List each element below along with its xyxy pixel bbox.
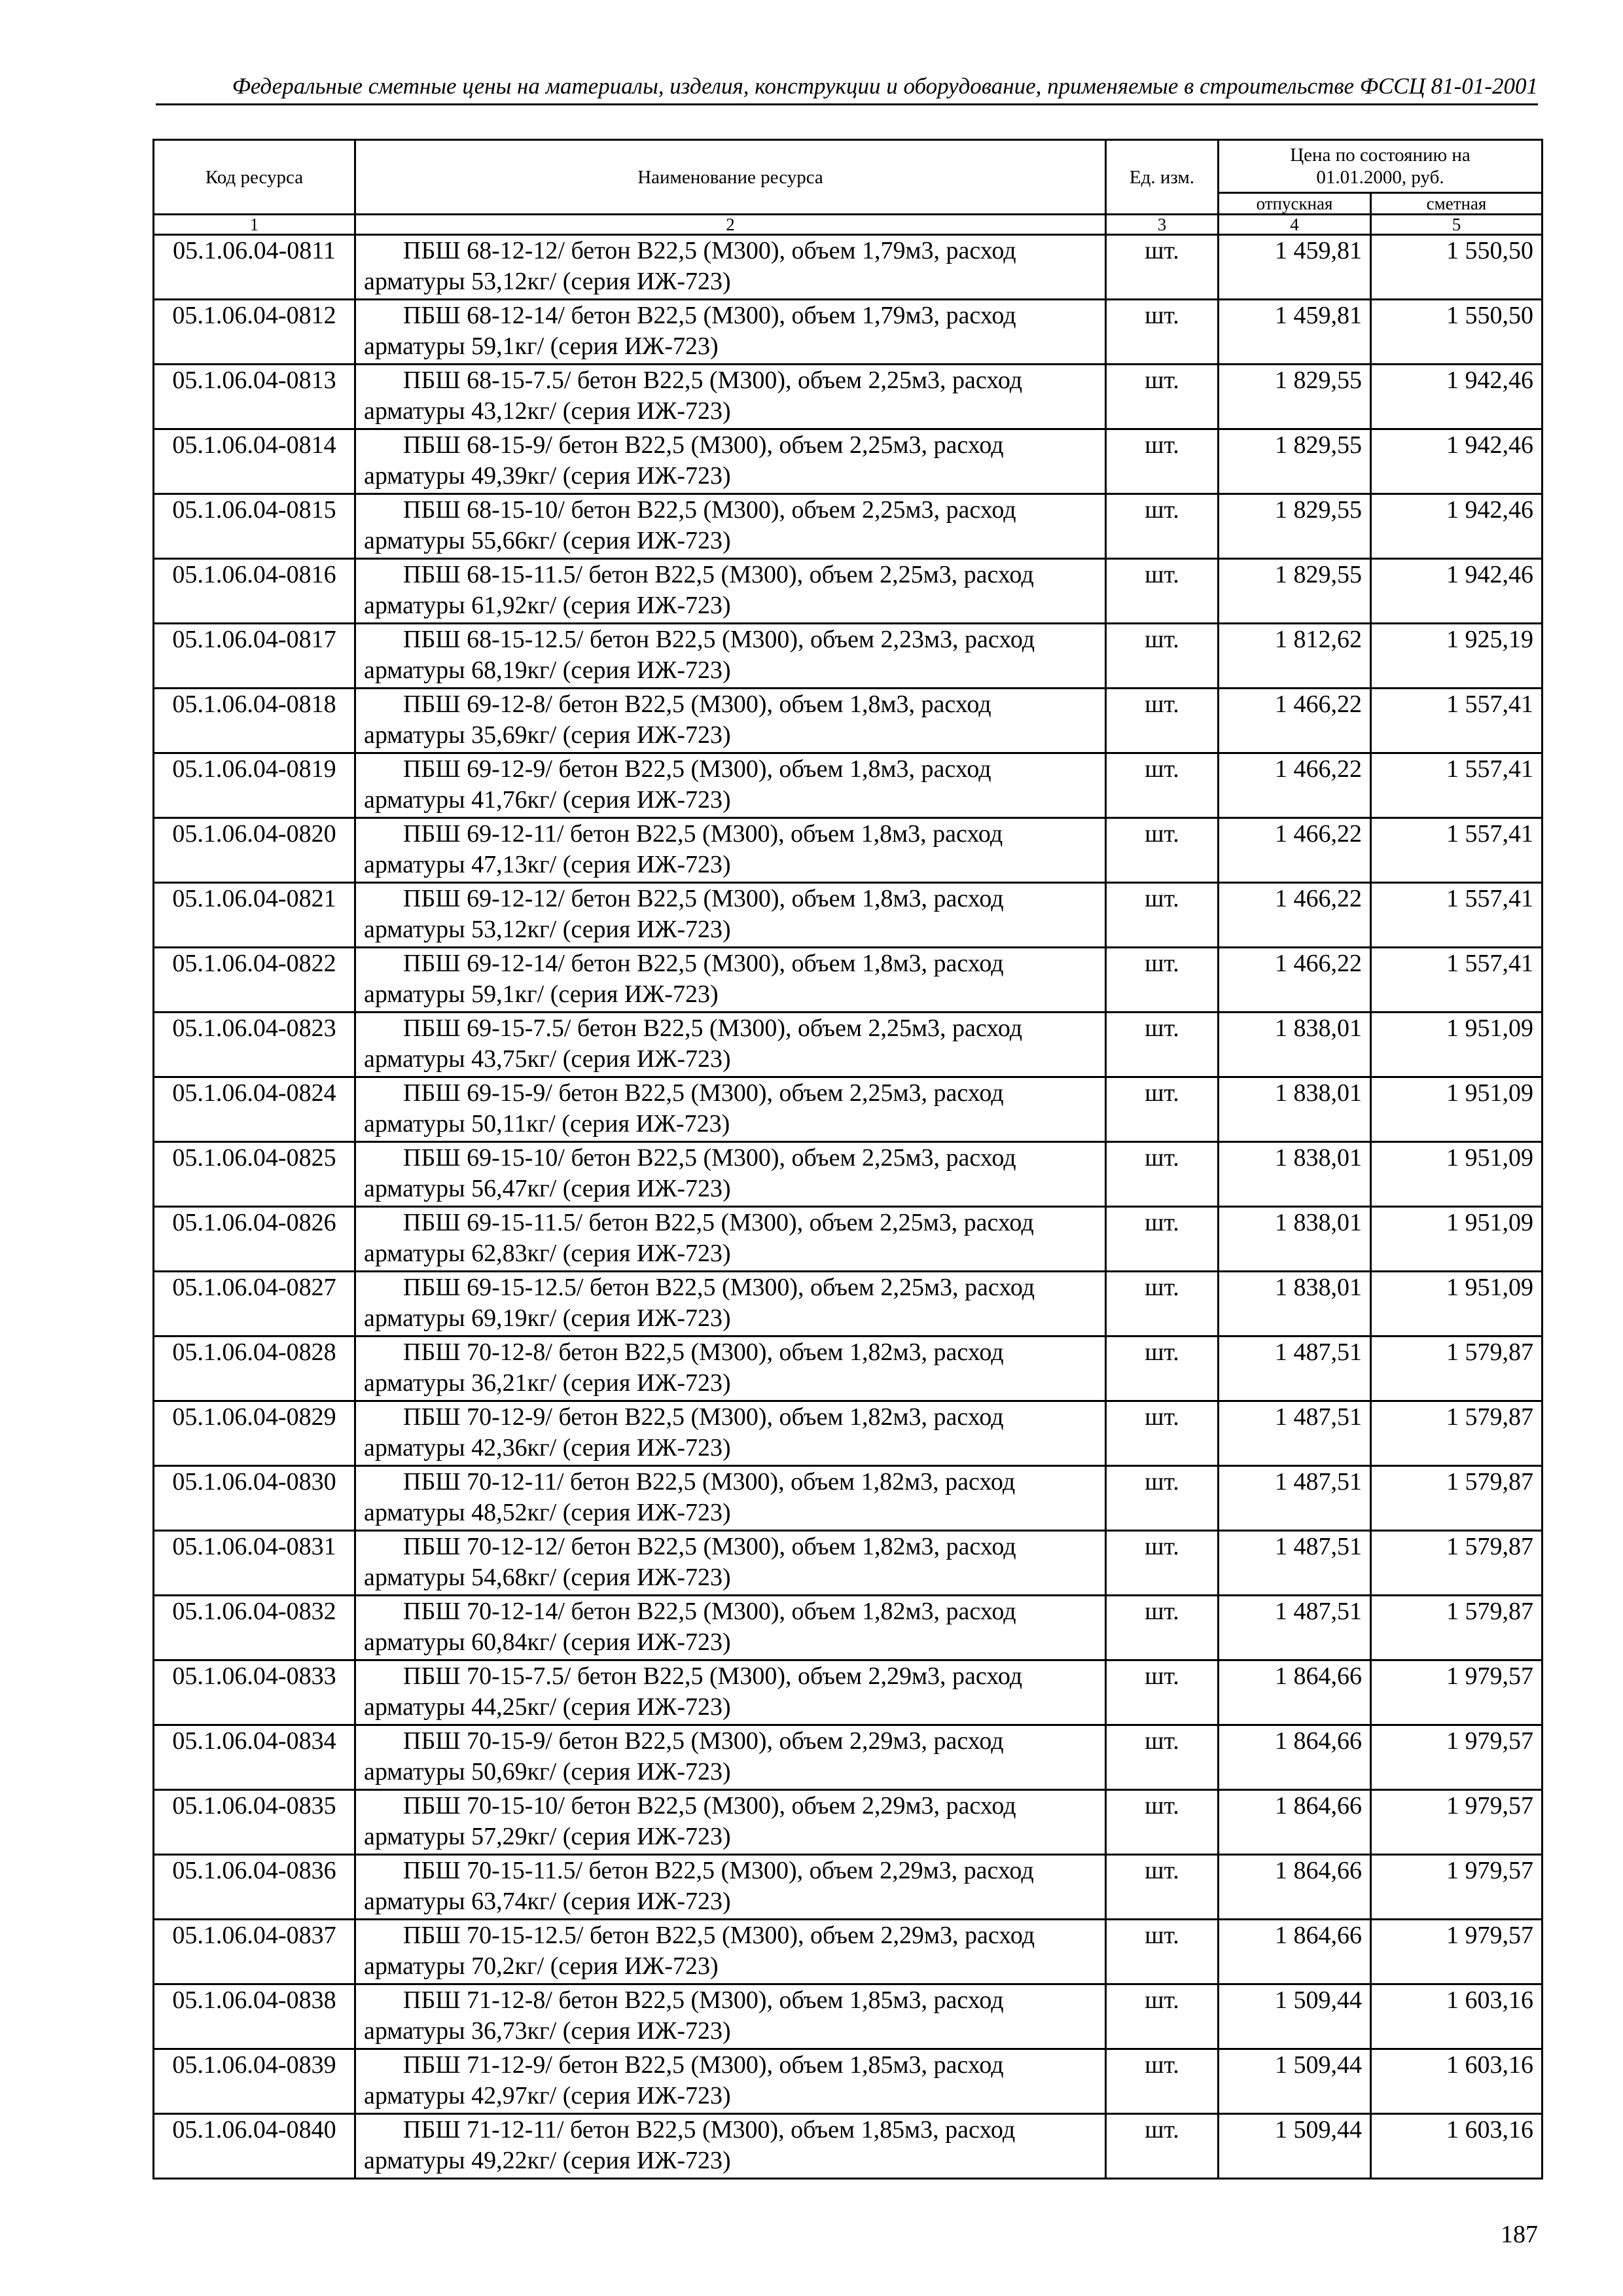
resource-code: 05.1.06.04-0816 (154, 559, 355, 624)
header-code: Код ресурса (154, 140, 355, 215)
resource-name-line1: ПБШ 69-15-12.5/ бетон В22,5 (М300), объем 2,25м3, расход (403, 1274, 1035, 1301)
estimate-price: 1 951,09 (1371, 1077, 1543, 1142)
resource-name (355, 689, 1106, 753)
estimate-price: 1 942,46 (1371, 429, 1543, 494)
resource-code: 05.1.06.04-0838 (154, 1984, 355, 2049)
unit-of-measure: шт. (1106, 2049, 1219, 2114)
resource-code: 05.1.06.04-0830 (154, 1466, 355, 1531)
resource-code: 05.1.06.04-0817 (154, 624, 355, 689)
resource-name-line1: ПБШ 70-15-7.5/ бетон В22,5 (М300), объем 2,29м3, расход (403, 1662, 1023, 1690)
unit-of-measure: шт. (1106, 1207, 1219, 1272)
unit-of-measure: шт. (1106, 1336, 1219, 1401)
resource-name-line2: арматуры 48,52кг/ (серия ИЖ-723) (364, 1499, 731, 1526)
resource-code: 05.1.06.04-0829 (154, 1401, 355, 1466)
table-row (154, 429, 1543, 494)
release-price: 1 864,66 (1219, 1725, 1371, 1790)
unit-of-measure: шт. (1106, 1401, 1219, 1466)
table-row (154, 1790, 1543, 1855)
resource-name (355, 1013, 1106, 1077)
resource-name-line1: ПБШ 70-12-12/ бетон В22,5 (М300), объем 1,82м3, расход (403, 1533, 1016, 1560)
table-row (154, 1725, 1543, 1790)
estimate-price: 1 550,50 (1371, 235, 1543, 300)
table-row (154, 883, 1543, 948)
release-price: 1 864,66 (1219, 1660, 1371, 1725)
release-price: 1 459,81 (1219, 235, 1371, 300)
resource-name-line1: ПБШ 71-12-11/ бетон В22,5 (М300), объем 1,85м3, расход (403, 2116, 1016, 2144)
resource-code: 05.1.06.04-0813 (154, 365, 355, 429)
resource-code: 05.1.06.04-0839 (154, 2049, 355, 2114)
resource-name-line2: арматуры 69,19кг/ (серия ИЖ-723) (364, 1304, 731, 1332)
table-row (154, 1660, 1543, 1725)
estimate-price: 1 579,87 (1371, 1466, 1543, 1531)
resource-name-line2: арматуры 54,68кг/ (серия ИЖ-723) (364, 1564, 731, 1591)
resource-code: 05.1.06.04-0811 (154, 235, 355, 300)
estimate-price: 1 979,57 (1371, 1660, 1543, 1725)
resource-code: 05.1.06.04-0836 (154, 1855, 355, 1920)
estimate-price: 1 579,87 (1371, 1596, 1543, 1660)
column-number: 1 (154, 215, 355, 235)
resource-name (355, 235, 1106, 300)
resource-name (355, 948, 1106, 1013)
table-row (154, 1596, 1543, 1660)
estimate-price: 1 942,46 (1371, 559, 1543, 624)
resource-code: 05.1.06.04-0812 (154, 300, 355, 365)
unit-of-measure: шт. (1106, 1855, 1219, 1920)
resource-code: 05.1.06.04-0820 (154, 818, 355, 883)
resource-code: 05.1.06.04-0822 (154, 948, 355, 1013)
resource-name-line1: ПБШ 69-15-11.5/ бетон В22,5 (М300), объем 2,25м3, расход (403, 1209, 1034, 1236)
header-release-price: отпускная (1219, 193, 1371, 215)
estimate-price: 1 579,87 (1371, 1531, 1543, 1596)
estimate-price: 1 557,41 (1371, 948, 1543, 1013)
release-price: 1 829,55 (1219, 559, 1371, 624)
resource-name (355, 429, 1106, 494)
resource-name-line2: арматуры 44,25кг/ (серия ИЖ-723) (364, 1693, 731, 1721)
estimate-price: 1 557,41 (1371, 818, 1543, 883)
resource-name (355, 1920, 1106, 1984)
release-price: 1 829,55 (1219, 494, 1371, 559)
table-row (154, 2114, 1543, 2179)
resource-name-line1: ПБШ 70-15-12.5/ бетон В22,5 (М300), объем 2,29м3, расход (403, 1922, 1035, 1949)
unit-of-measure: шт. (1106, 2114, 1219, 2179)
unit-of-measure: шт. (1106, 753, 1219, 818)
release-price: 1 466,22 (1219, 753, 1371, 818)
resource-name (355, 1336, 1106, 1401)
table-row (154, 1855, 1543, 1920)
estimate-price: 1 979,57 (1371, 1920, 1543, 1984)
table-row (154, 559, 1543, 624)
header-name: Наименование ресурса (355, 140, 1106, 215)
release-price: 1 509,44 (1219, 2114, 1371, 2179)
resource-name-line1: ПБШ 71-12-8/ бетон В22,5 (М300), объем 1,85м3, расход (403, 1986, 1004, 2014)
resource-name (355, 818, 1106, 883)
resource-name-line2: арматуры 56,47кг/ (серия ИЖ-723) (364, 1175, 731, 1202)
resource-name (355, 1725, 1106, 1790)
table-row (154, 494, 1543, 559)
unit-of-measure: шт. (1106, 235, 1219, 300)
resource-name-line1: ПБШ 69-12-11/ бетон В22,5 (М300), объем 1,8м3, расход (403, 820, 1003, 848)
resource-name-line1: ПБШ 68-12-12/ бетон В22,5 (М300), объем 1,79м3, расход (403, 237, 1016, 264)
resource-name (355, 1207, 1106, 1272)
resource-name-line1: ПБШ 71-12-9/ бетон В22,5 (М300), объем 1,85м3, расход (403, 2051, 1004, 2079)
table-row (154, 689, 1543, 753)
resource-name-line2: арматуры 36,73кг/ (серия ИЖ-723) (364, 2017, 731, 2045)
release-price: 1 466,22 (1219, 689, 1371, 753)
resource-code: 05.1.06.04-0833 (154, 1660, 355, 1725)
resource-name-line1: ПБШ 70-12-11/ бетон В22,5 (М300), объем 1,82м3, расход (403, 1468, 1016, 1496)
unit-of-measure: шт. (1106, 1920, 1219, 1984)
release-price: 1 466,22 (1219, 883, 1371, 948)
header-unit: Ед. изм. (1106, 140, 1219, 215)
resource-name-line1: ПБШ 69-12-14/ бетон В22,5 (М300), объем 1,8м3, расход (403, 950, 1004, 977)
resource-name (355, 1272, 1106, 1336)
resource-name-line1: ПБШ 70-15-9/ бетон В22,5 (М300), объем 2,29м3, расход (403, 1727, 1004, 1755)
unit-of-measure: шт. (1106, 494, 1219, 559)
resource-code: 05.1.06.04-0827 (154, 1272, 355, 1336)
resource-name-line1: ПБШ 69-15-7.5/ бетон В22,5 (М300), объем 2,25м3, расход (403, 1014, 1023, 1042)
release-price: 1 812,62 (1219, 624, 1371, 689)
table-row (154, 2049, 1543, 2114)
unit-of-measure: шт. (1106, 1466, 1219, 1531)
table-row (154, 1466, 1543, 1531)
resource-name-line1: ПБШ 68-15-12.5/ бетон В22,5 (М300), объем 2,23м3, расход (403, 626, 1035, 653)
resource-code: 05.1.06.04-0832 (154, 1596, 355, 1660)
resource-name-line1: ПБШ 68-15-10/ бетон В22,5 (М300), объем 2,25м3, расход (403, 496, 1016, 524)
resource-name (355, 1077, 1106, 1142)
resource-name-line2: арматуры 62,83кг/ (серия ИЖ-723) (364, 1240, 731, 1267)
resource-name (355, 1142, 1106, 1207)
estimate-price: 1 557,41 (1371, 883, 1543, 948)
resource-name (355, 1855, 1106, 1920)
resource-name (355, 559, 1106, 624)
resource-name (355, 1596, 1106, 1660)
estimate-price: 1 942,46 (1371, 494, 1543, 559)
resource-name (355, 624, 1106, 689)
header-rule (156, 103, 1538, 105)
resource-name-line2: арматуры 42,36кг/ (серия ИЖ-723) (364, 1434, 731, 1462)
resource-name-line2: арматуры 49,22кг/ (серия ИЖ-723) (364, 2147, 731, 2174)
resource-name (355, 753, 1106, 818)
unit-of-measure: шт. (1106, 1272, 1219, 1336)
resource-code: 05.1.06.04-0835 (154, 1790, 355, 1855)
resource-name-line2: арматуры 49,39кг/ (серия ИЖ-723) (364, 462, 731, 490)
resource-name (355, 365, 1106, 429)
unit-of-measure: шт. (1106, 1142, 1219, 1207)
resource-name-line2: арматуры 60,84кг/ (серия ИЖ-723) (364, 1628, 731, 1656)
resource-name-line2: арматуры 59,1кг/ (серия ИЖ-723) (364, 980, 719, 1008)
release-price: 1 466,22 (1219, 818, 1371, 883)
resource-name-line2: арматуры 61,92кг/ (серия ИЖ-723) (364, 592, 731, 619)
column-number: 3 (1106, 215, 1219, 235)
resource-code: 05.1.06.04-0840 (154, 2114, 355, 2179)
estimate-price: 1 925,19 (1371, 624, 1543, 689)
table-row (154, 300, 1543, 365)
resource-code: 05.1.06.04-0824 (154, 1077, 355, 1142)
table-row (154, 1920, 1543, 1984)
estimate-price: 1 603,16 (1371, 2114, 1543, 2179)
estimate-price: 1 979,57 (1371, 1790, 1543, 1855)
unit-of-measure: шт. (1106, 883, 1219, 948)
resource-name-line1: ПБШ 68-15-9/ бетон В22,5 (М300), объем 2,25м3, расход (403, 431, 1004, 459)
resource-name-line1: ПБШ 70-12-14/ бетон В22,5 (М300), объем 1,82м3, расход (403, 1598, 1016, 1625)
page-header-title: Федеральные сметные цены на материалы, изделия, конструкции и оборудование, применяемые в строительстве ФССЦ 81-01-2001 (232, 73, 1538, 99)
resource-name-line1: ПБШ 68-15-11.5/ бетон В22,5 (М300), объем 2,25м3, расход (403, 561, 1034, 588)
release-price: 1 838,01 (1219, 1207, 1371, 1272)
release-price: 1 509,44 (1219, 2049, 1371, 2114)
table-row (154, 235, 1543, 300)
resource-code: 05.1.06.04-0837 (154, 1920, 355, 1984)
resource-code: 05.1.06.04-0815 (154, 494, 355, 559)
column-number: 5 (1371, 215, 1543, 235)
table-row (154, 1336, 1543, 1401)
estimate-price: 1 557,41 (1371, 689, 1543, 753)
table-row (154, 1401, 1543, 1466)
resource-name-line2: арматуры 53,12кг/ (серия ИЖ-723) (364, 268, 731, 295)
release-price: 1 838,01 (1219, 1013, 1371, 1077)
resource-name-line2: арматуры 43,12кг/ (серия ИЖ-723) (364, 397, 731, 425)
unit-of-measure: шт. (1106, 1660, 1219, 1725)
resource-code: 05.1.06.04-0819 (154, 753, 355, 818)
estimate-price: 1 550,50 (1371, 300, 1543, 365)
resource-name-line1: ПБШ 68-12-14/ бетон В22,5 (М300), объем 1,79м3, расход (403, 302, 1016, 329)
resource-code: 05.1.06.04-0826 (154, 1207, 355, 1272)
resource-name-line2: арматуры 36,21кг/ (серия ИЖ-723) (364, 1369, 731, 1397)
release-price: 1 838,01 (1219, 1272, 1371, 1336)
table-row (154, 1142, 1543, 1207)
resource-name (355, 1401, 1106, 1466)
table-row (154, 818, 1543, 883)
unit-of-measure: шт. (1106, 300, 1219, 365)
header-estimate-price: сметная (1371, 193, 1543, 215)
resource-name (355, 2049, 1106, 2114)
resource-name-line2: арматуры 47,13кг/ (серия ИЖ-723) (364, 851, 731, 878)
resource-name-line1: ПБШ 69-15-9/ бетон В22,5 (М300), объем 2,25м3, расход (403, 1079, 1004, 1107)
table-row (154, 1272, 1543, 1336)
resource-name-line1: ПБШ 68-15-7.5/ бетон В22,5 (М300), объем 2,25м3, расход (403, 367, 1023, 394)
estimate-price: 1 942,46 (1371, 365, 1543, 429)
estimate-price: 1 979,57 (1371, 1855, 1543, 1920)
resource-code: 05.1.06.04-0834 (154, 1725, 355, 1790)
resource-name-line2: арматуры 55,66кг/ (серия ИЖ-723) (364, 527, 731, 554)
release-price: 1 864,66 (1219, 1855, 1371, 1920)
resource-code: 05.1.06.04-0823 (154, 1013, 355, 1077)
resource-name (355, 1531, 1106, 1596)
estimate-price: 1 951,09 (1371, 1013, 1543, 1077)
resource-name-line2: арматуры 63,74кг/ (серия ИЖ-723) (364, 1888, 731, 1915)
resource-code: 05.1.06.04-0831 (154, 1531, 355, 1596)
release-price: 1 829,55 (1219, 365, 1371, 429)
unit-of-measure: шт. (1106, 559, 1219, 624)
resource-name-line2: арматуры 59,1кг/ (серия ИЖ-723) (364, 332, 719, 360)
resource-code: 05.1.06.04-0825 (154, 1142, 355, 1207)
table-row (154, 1077, 1543, 1142)
resource-name-line2: арматуры 35,69кг/ (серия ИЖ-723) (364, 721, 731, 749)
resource-name-line2: арматуры 42,97кг/ (серия ИЖ-723) (364, 2082, 731, 2109)
unit-of-measure: шт. (1106, 365, 1219, 429)
unit-of-measure: шт. (1106, 689, 1219, 753)
unit-of-measure: шт. (1106, 1596, 1219, 1660)
release-price: 1 838,01 (1219, 1142, 1371, 1207)
table-row (154, 624, 1543, 689)
column-number: 2 (355, 215, 1106, 235)
resource-code: 05.1.06.04-0828 (154, 1336, 355, 1401)
resource-name-line2: арматуры 41,76кг/ (серия ИЖ-723) (364, 786, 731, 814)
estimate-price: 1 603,16 (1371, 1984, 1543, 2049)
resource-name-line1: ПБШ 69-12-12/ бетон В22,5 (М300), объем 1,8м3, расход (403, 885, 1004, 912)
resource-code: 05.1.06.04-0818 (154, 689, 355, 753)
estimate-price: 1 579,87 (1371, 1401, 1543, 1466)
table-row (154, 948, 1543, 1013)
resource-name (355, 1466, 1106, 1531)
column-number: 4 (1219, 215, 1371, 235)
table-body (154, 235, 1543, 2179)
unit-of-measure: шт. (1106, 818, 1219, 883)
table-row (154, 753, 1543, 818)
release-price: 1 466,22 (1219, 948, 1371, 1013)
table-row (154, 1984, 1543, 2049)
table-row (154, 1013, 1543, 1077)
resource-name (355, 494, 1106, 559)
release-price: 1 459,81 (1219, 300, 1371, 365)
unit-of-measure: шт. (1106, 1077, 1219, 1142)
table-row (154, 1531, 1543, 1596)
resource-name-line1: ПБШ 69-12-8/ бетон В22,5 (М300), объем 1,8м3, расход (403, 691, 991, 718)
resource-name (355, 300, 1106, 365)
release-price: 1 487,51 (1219, 1596, 1371, 1660)
resource-name-line1: ПБШ 70-15-11.5/ бетон В22,5 (М300), объем 2,29м3, расход (403, 1857, 1034, 1884)
header-price-group: Цена по состоянию на 01.01.2000, руб. (1219, 140, 1543, 193)
release-price: 1 487,51 (1219, 1531, 1371, 1596)
unit-of-measure: шт. (1106, 1013, 1219, 1077)
estimate-price: 1 979,57 (1371, 1725, 1543, 1790)
release-price: 1 829,55 (1219, 429, 1371, 494)
unit-of-measure: шт. (1106, 429, 1219, 494)
release-price: 1 487,51 (1219, 1466, 1371, 1531)
table-row (154, 365, 1543, 429)
resource-code: 05.1.06.04-0814 (154, 429, 355, 494)
resource-name (355, 1660, 1106, 1725)
release-price: 1 838,01 (1219, 1077, 1371, 1142)
release-price: 1 487,51 (1219, 1401, 1371, 1466)
resource-name-line1: ПБШ 70-15-10/ бетон В22,5 (М300), объем 2,29м3, расход (403, 1792, 1016, 1820)
table-row (154, 1207, 1543, 1272)
resource-name-line1: ПБШ 70-12-8/ бетон В22,5 (М300), объем 1,82м3, расход (403, 1338, 1004, 1366)
unit-of-measure: шт. (1106, 1531, 1219, 1596)
estimate-price: 1 603,16 (1371, 2049, 1543, 2114)
resource-name (355, 1790, 1106, 1855)
release-price: 1 487,51 (1219, 1336, 1371, 1401)
page-number: 187 (1501, 2221, 1538, 2248)
resource-name-line1: ПБШ 70-12-9/ бетон В22,5 (М300), объем 1,82м3, расход (403, 1403, 1004, 1431)
unit-of-measure: шт. (1106, 1984, 1219, 2049)
estimate-price: 1 579,87 (1371, 1336, 1543, 1401)
resource-name-line2: арматуры 53,12кг/ (серия ИЖ-723) (364, 916, 731, 943)
unit-of-measure: шт. (1106, 1725, 1219, 1790)
resource-name-line2: арматуры 68,19кг/ (серия ИЖ-723) (364, 656, 731, 684)
resource-name (355, 2114, 1106, 2179)
resource-name-line1: ПБШ 69-12-9/ бетон В22,5 (М300), объем 1,8м3, расход (403, 755, 991, 783)
resource-name-line2: арматуры 50,11кг/ (серия ИЖ-723) (364, 1110, 730, 1138)
unit-of-measure: шт. (1106, 1790, 1219, 1855)
estimate-price: 1 951,09 (1371, 1207, 1543, 1272)
estimate-price: 1 951,09 (1371, 1142, 1543, 1207)
resource-name (355, 883, 1106, 948)
release-price: 1 509,44 (1219, 1984, 1371, 2049)
unit-of-measure: шт. (1106, 948, 1219, 1013)
resource-name-line1: ПБШ 69-15-10/ бетон В22,5 (М300), объем 2,25м3, расход (403, 1144, 1016, 1172)
resource-name-line2: арматуры 43,75кг/ (серия ИЖ-723) (364, 1045, 731, 1073)
resource-name-line2: арматуры 70,2кг/ (серия ИЖ-723) (364, 1952, 719, 1980)
release-price: 1 864,66 (1219, 1790, 1371, 1855)
price-table (152, 139, 1543, 2179)
resource-code: 05.1.06.04-0821 (154, 883, 355, 948)
estimate-price: 1 557,41 (1371, 753, 1543, 818)
resource-name-line2: арматуры 50,69кг/ (серия ИЖ-723) (364, 1758, 731, 1785)
release-price: 1 864,66 (1219, 1920, 1371, 1984)
resource-name-line2: арматуры 57,29кг/ (серия ИЖ-723) (364, 1823, 731, 1850)
estimate-price: 1 951,09 (1371, 1272, 1543, 1336)
resource-name (355, 1984, 1106, 2049)
unit-of-measure: шт. (1106, 624, 1219, 689)
